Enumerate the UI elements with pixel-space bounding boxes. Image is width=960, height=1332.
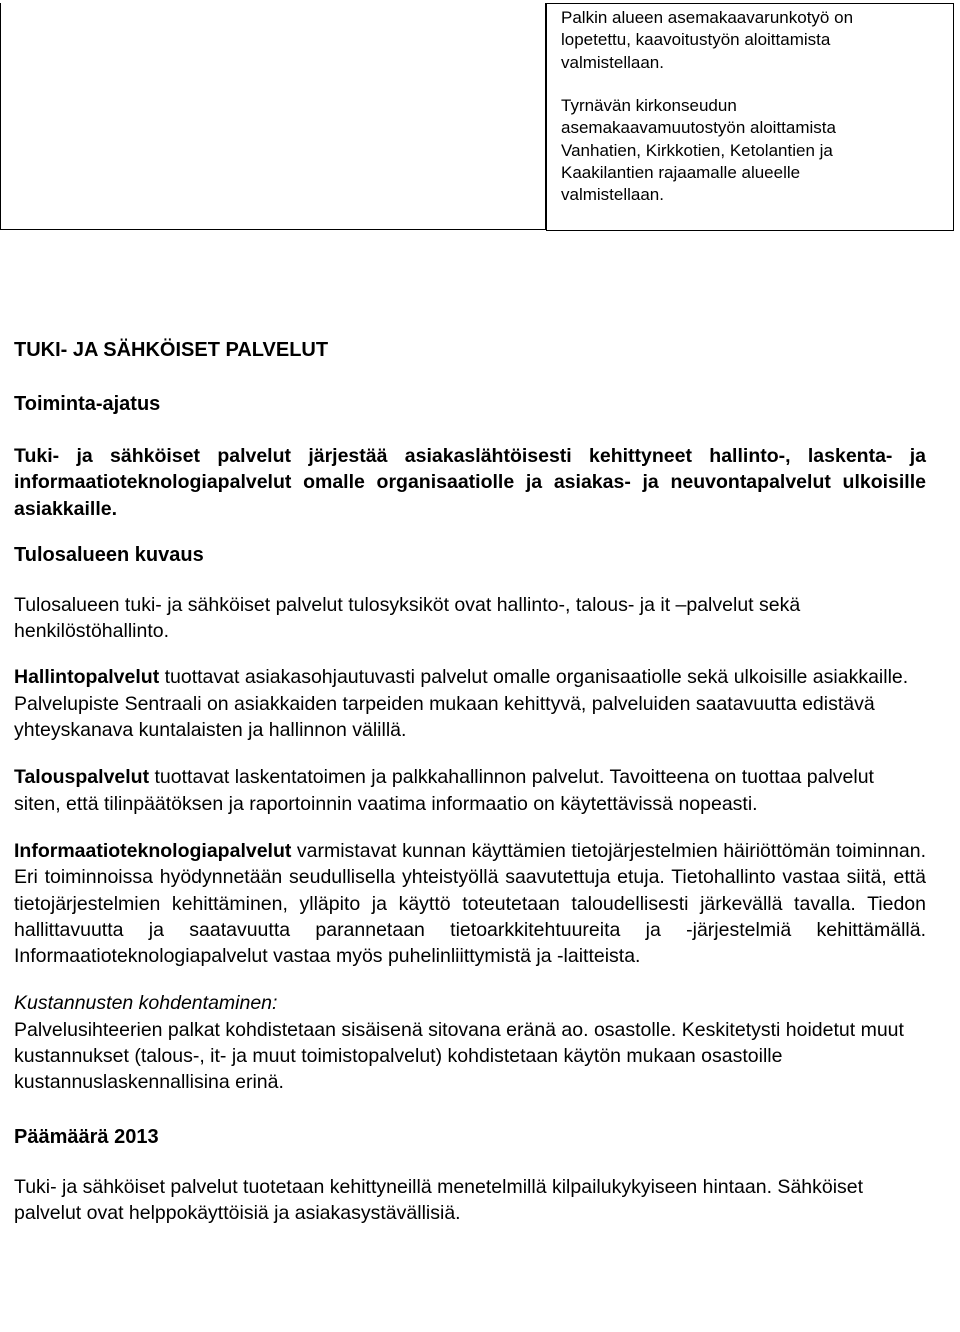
talous-label: Talouspalvelut — [14, 766, 150, 789]
table-cell-left — [0, 3, 546, 230]
tulosalue-text: Tulosalueen tuki- ja sähköiset palvelut tulosyksiköt ovat hallinto-, talous- ja it –palvelut sekä henkilöstöhallinto. — [14, 593, 801, 643]
table-cell-right — [546, 3, 954, 231]
hallinto-paragraph — [14, 664, 926, 743]
paamaara-text: Tuki- ja sähköiset palvelut tuotetaan kehittyneillä menetelmillä kilpailukykyiseen hintaan. Sähköiset palvelut ovat helppokäyttöisiä ja asiakasystävällisiä. — [14, 1175, 864, 1224]
paamaara-heading: Päämäärä 2013 — [14, 1125, 159, 1148]
it-paragraph — [14, 838, 926, 969]
it-text: varmistavat kunnan käyttämien tietojärjestelmien häiriöttömän toiminnan. Eri toiminnoissa hyödynnetään seudullisella yhteistyöllä saavutettuja etuja. Tietohallinto vastaa siitä, että tietojärjestelmien kehittäminen, ylläpito ja käyttö toteutetaan taloudellisesti järkevällä tavalla. Tiedon hallittavuutta ja saatavuutta parannetaan tietoarkkitehtuureita ja -järjestelmiä kehittämällä. Informaatioteknologiapalvelut vastaa myös puhelinliittymistä ja -laitteista. — [14, 839, 926, 968]
cell-paragraph-2: Tyrnävän kirkonseudun asemakaavamuutostyön aloittamista Vanhatien, Kirkkotien, Ketolantien ja Kaakilantien rajaamalle alueelle valmistellaan. — [561, 96, 836, 205]
kustannus-text: Palvelusihteerien palkat kohdistetaan sisäisenä sitovana eränä ao. osastolle. Keskitetysti hoidetut muut kustannukset (talous-, it- ja muut toimistopalvelut) kohdistetaan käytön mukaan osastoille kustannuslaskennallisina erinä. — [14, 1018, 904, 1094]
document-body — [14, 337, 934, 1247]
it-label: Informaatioteknologiapalvelut — [14, 839, 292, 862]
kustannus-label: Kustannusten kohdentaminen: — [14, 992, 278, 1015]
talous-text: tuottavat laskentatoimen ja palkkahallinnon palvelut. Tavoitteena on tuottaa palvelut siten, että tilinpäätöksen ja raportoinnin vaatima informaatio on käytettävissä nopeasti. — [14, 766, 874, 815]
hallinto-text: tuottavat asiakasohjautuvasti palvelut omalle organisaatiolle sekä ulkoisille asiakkaille. Palvelupiste Sentraali on asiakkaiden tarpeiden mukaan kehittyvä, palveluiden saatavuutta edistävä yhteyskanava kuntalaisten ja hallinnon välillä. — [14, 666, 909, 742]
talous-paragraph — [14, 764, 874, 817]
toiminta-heading: Toiminta-ajatus — [14, 393, 161, 415]
cell-paragraph-1: Palkin alueen asemakaavarunkotyö on lopetettu, kaavoitustyön aloittamista valmistellaan. — [561, 8, 854, 72]
top-table — [0, 3, 956, 231]
hallinto-label: Hallintopalvelut — [14, 666, 160, 689]
toiminta-text: Tuki- ja sähköiset palvelut järjestää asiakaslähtöisesti kehittyneet hallinto-, laskenta- ja informaatioteknologiapalvelut omalle organisaatiolle ja asiakas- ja neuvontapalvelut ulkoisille asiakkaille. — [14, 445, 926, 520]
tulosalue-heading: Tulosalueen kuvaus — [14, 543, 204, 566]
section-title: TUKI- JA SÄHKÖISET PALVELUT — [14, 339, 329, 361]
